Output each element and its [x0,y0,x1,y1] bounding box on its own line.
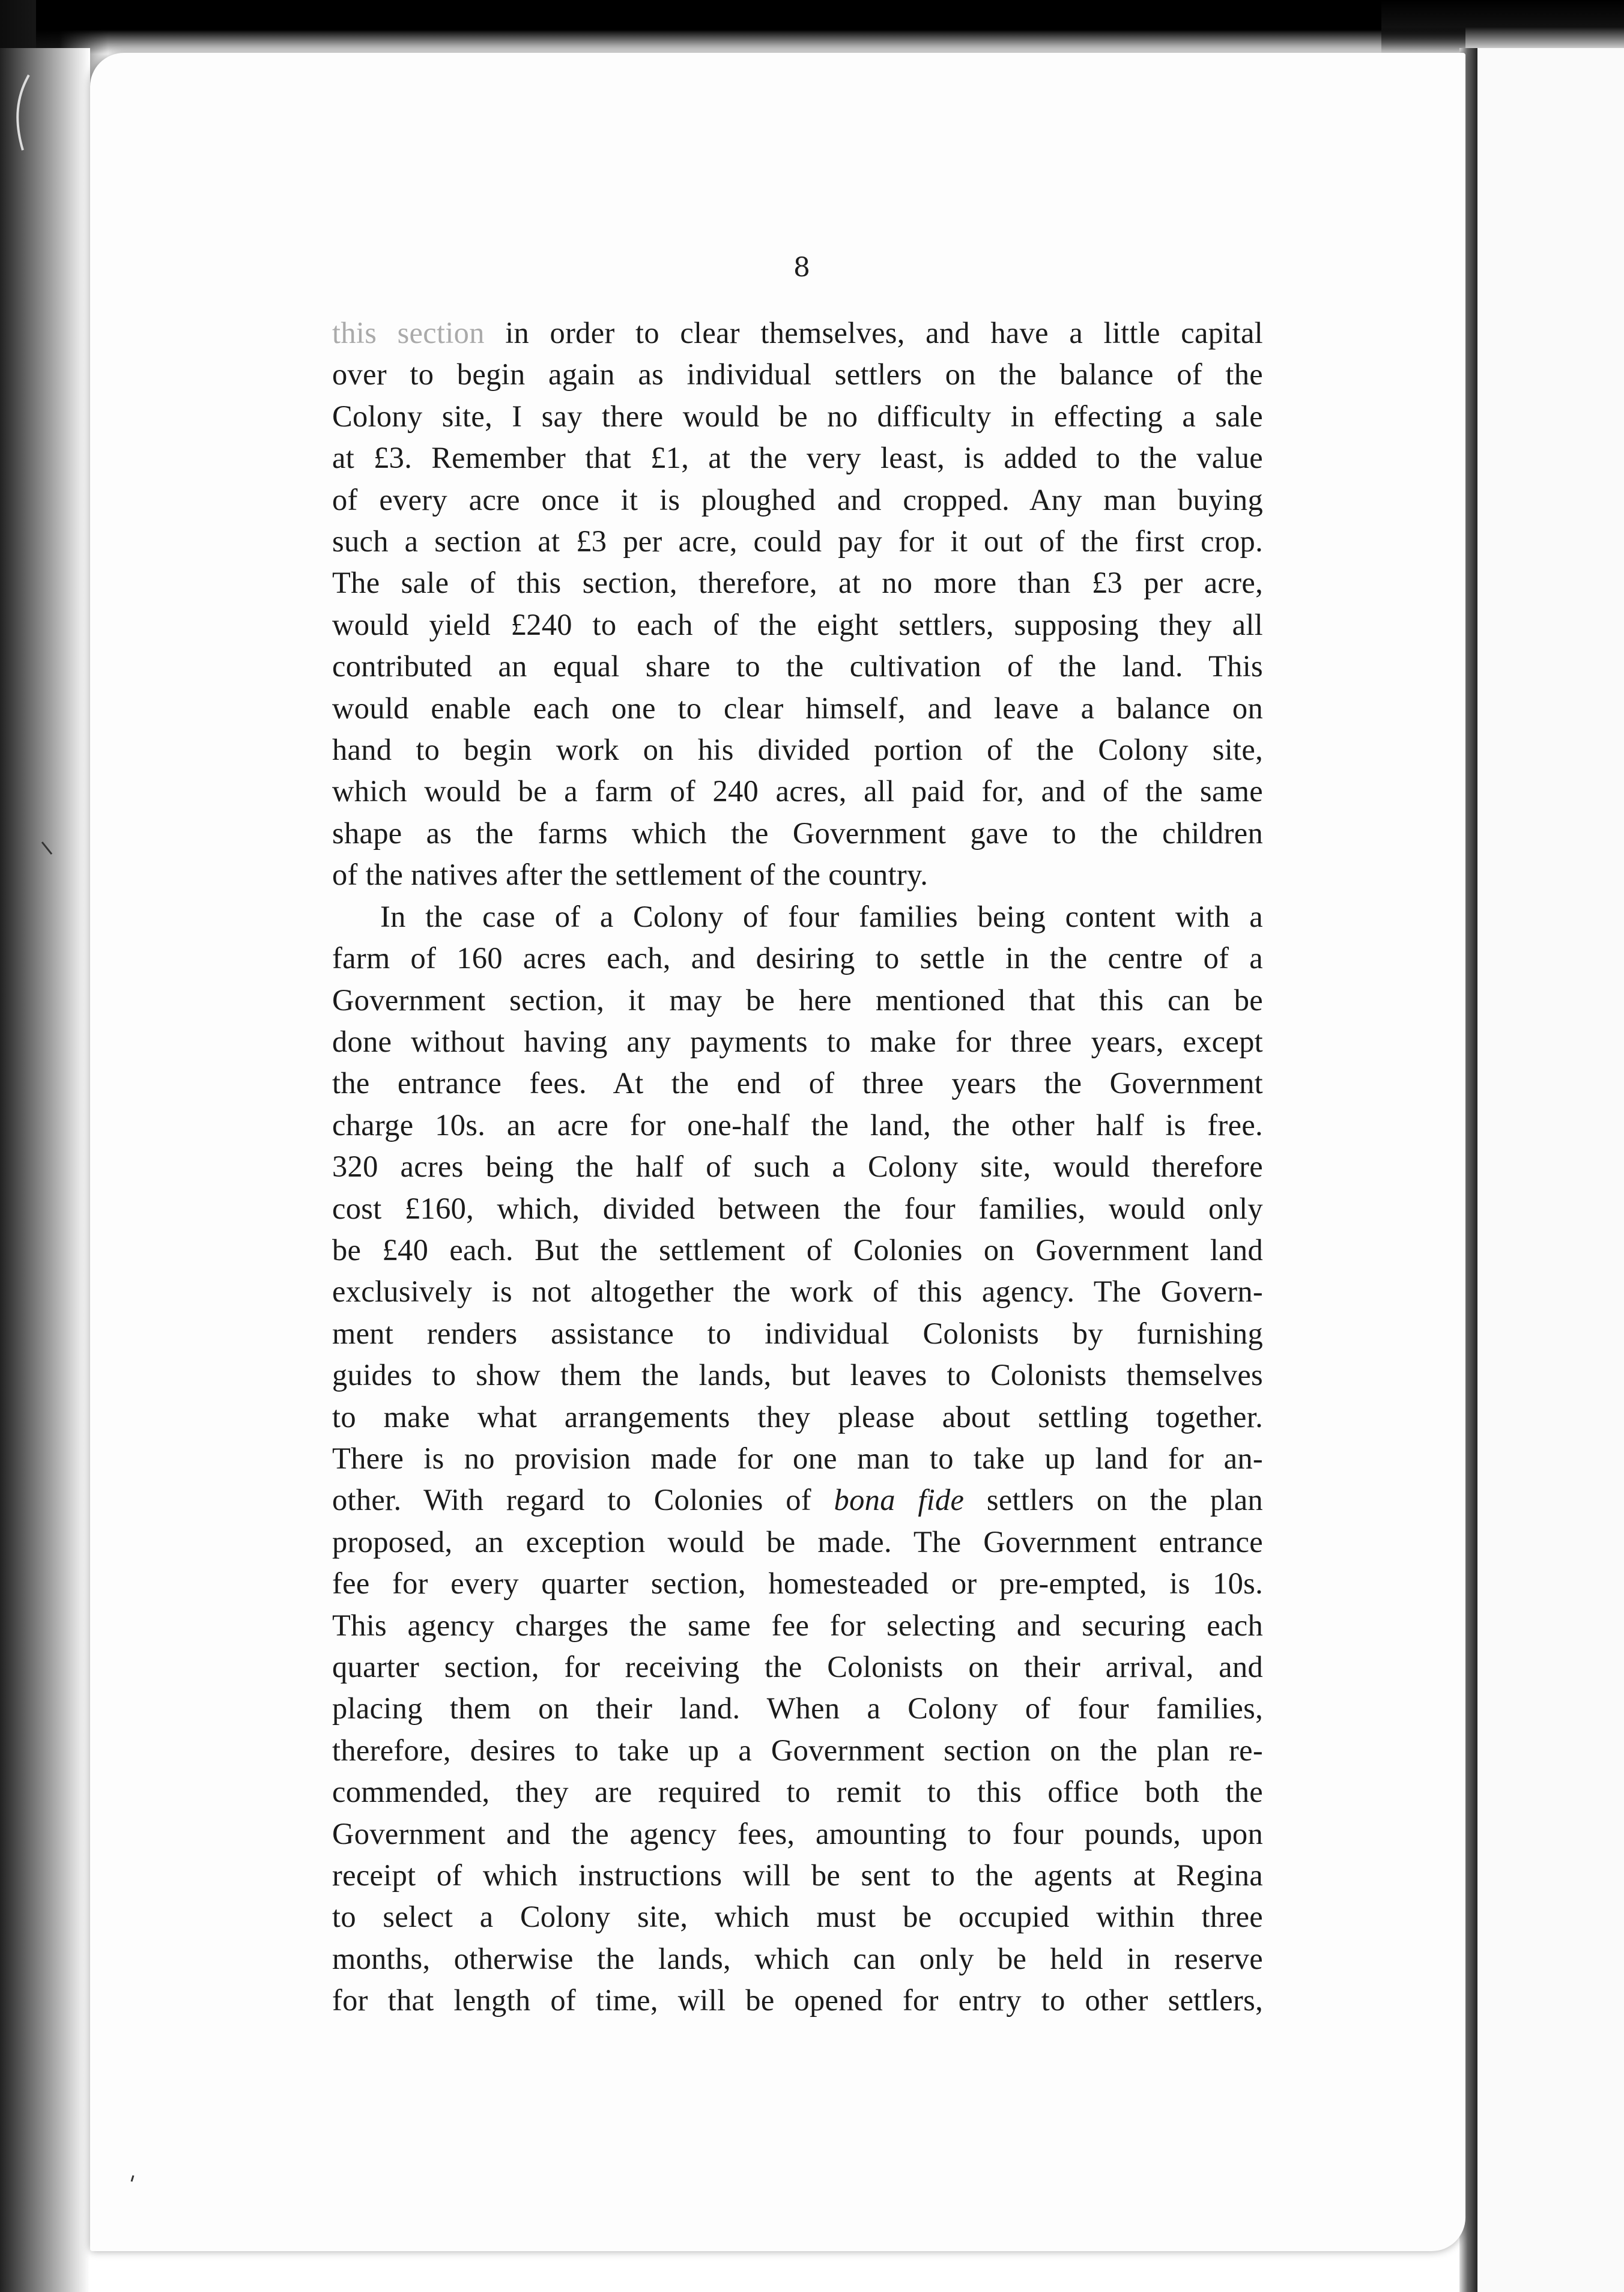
text-line: Government and the agency fees, amounting to four pounds, upon [332,1816,1263,1851]
body-text [332,312,1263,2022]
text-line: done without having any payments to make for three years, except [332,1024,1263,1058]
italic-phrase: bona fide [834,1483,965,1517]
text-line: 320 acres being the half of such a Colony site, would therefore [332,1150,1263,1184]
text-line: cost £160, which, divided between the four families, would only [332,1191,1263,1225]
margin-tick-mark [38,840,56,858]
text-line: such a section at £3 per acre, could pay for it out of the first crop. [332,524,1263,559]
text-line: farm of 160 acres each, and desiring to settle in the centre of a [332,941,1263,975]
scan-shadow-top-right [1381,0,1624,54]
text-line: be £40 each. But the settlement of Colonies on Government land [332,1232,1263,1267]
text-line: quarter section, for receiving the Colonists on their arrival, and [332,1650,1263,1684]
text-line: months, otherwise the lands, which can only be held in reserve [332,1941,1263,1975]
scan-shadow-left [0,48,90,2292]
text-line: of the natives after the settlement of the country. [332,858,929,892]
text-line: ment renders assistance to individual Colonists by furnishing [332,1316,1263,1350]
text-line: charge 10s. an acre for one-half the land, the other half is free. [332,1108,1263,1142]
margin-dot-mark [127,2173,139,2185]
text-line: shape as the farms which the Government gave to the children [332,816,1263,850]
text-line: would yield £240 to each of the eight settlers, supposing they all [332,607,1263,641]
text-line: fee for every quarter section, homesteaded or pre-empted, is 10s. [332,1566,1263,1601]
text-line: The sale of this section, therefore, at no more than £3 per acre, [332,566,1263,600]
text-line-with-italic [332,1479,1263,1521]
text-line: at £3. Remember that £1, at the very least, is added to the value [332,441,1263,475]
text-line: to select a Colony site, which must be occupied within three [332,1900,1263,1934]
adjacent-page-edge [1465,48,1624,2292]
text-line: Colony site, I say there would be no difficulty in effecting a sale [332,399,1263,433]
text-line: commended, they are required to remit to this office both the [332,1775,1263,1809]
text-line: therefore, desires to take up a Government section on the plan re- [332,1733,1263,1767]
text-line: In the case of a Colony of four families being content with a [380,899,1263,933]
text-line: receipt of which instructions will be sent to the agents at Regina [332,1858,1263,1893]
text-line: placing them on their land. When a Colony of four families, [332,1691,1263,1726]
text-line: which would be a farm of 240 acres, all paid for, and of the same [332,774,1263,808]
text-line: would enable each one to clear himself, and leave a balance on [332,691,1263,725]
text-line: for that length of time, will be opened for entry to other settlers, [332,1983,1263,2018]
text-line: guides to show them the lands, but leaves to Colonists themselves [332,1358,1263,1392]
text-line: hand to begin work on his divided portion of the Colony site, [332,733,1263,767]
text-line: exclusively is not altogether the work of this agency. The Govern- [332,1275,1263,1309]
scan-shadow-top [36,0,1465,54]
text-line: There is no provision made for one man to take up land for an- [332,1441,1263,1475]
page-number: 8 [793,252,810,283]
text-line: Government section, it may be here mentioned that this can be [332,983,1263,1017]
text-line: over to begin again as individual settlers on the balance of the [332,357,1263,392]
text-line [332,312,1263,354]
text-line: the entrance fees. At the end of three years the Government [332,1066,1263,1100]
text-line: This agency charges the same fee for selecting and securing each [332,1608,1263,1642]
text-line-rest: in order to clear themselves, and have a little capital [484,316,1263,350]
text-line-end: settlers on the plan [986,1483,1263,1517]
text-line: proposed, an exception would be made. The Government entrance [332,1524,1263,1559]
text-line: to make what arrangements they please about settling together. [332,1399,1263,1434]
text-line: of every acre once it is ploughed and cropped. Any man buying [332,482,1263,517]
margin-stroke-mark [5,72,41,156]
text-line-start: other. With regard to Colonies of [332,1483,811,1517]
text-line: contributed an equal share to the cultivation of the land. This [332,649,1263,684]
faded-text: this section [332,316,485,350]
